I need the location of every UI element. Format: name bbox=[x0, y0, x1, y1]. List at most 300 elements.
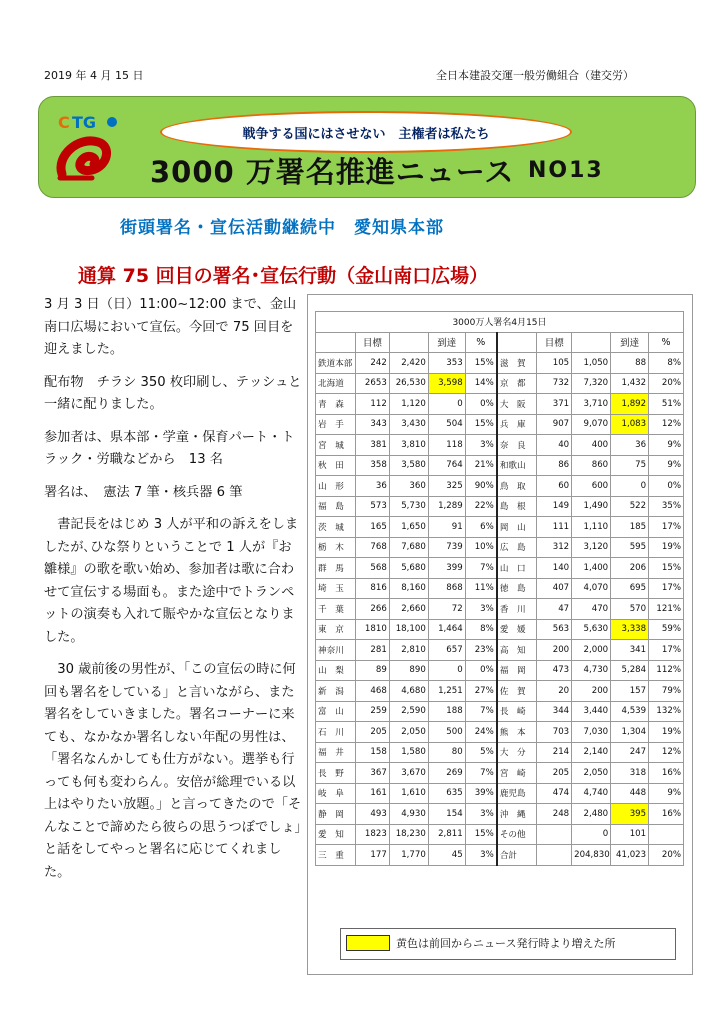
value-cell: 907 bbox=[537, 414, 572, 435]
prefecture-cell: 広 島 bbox=[497, 537, 537, 558]
legend-text: 黄色は前回からニュース発行時より増えた所 bbox=[396, 937, 616, 950]
value-cell: 468 bbox=[356, 681, 390, 702]
prefecture-cell: 栃 木 bbox=[316, 537, 356, 558]
value-cell: 493 bbox=[356, 804, 390, 825]
prefecture-cell: 山 口 bbox=[497, 558, 537, 579]
value-cell: 371 bbox=[537, 394, 572, 415]
prefecture-cell: 茨 城 bbox=[316, 517, 356, 538]
table-row bbox=[316, 373, 684, 394]
value-cell: 395 bbox=[611, 804, 649, 825]
value-cell: 1,110 bbox=[572, 517, 611, 538]
prefecture-cell: 山 形 bbox=[316, 476, 356, 497]
value-cell: 2,811 bbox=[428, 824, 465, 845]
value-cell: 3% bbox=[465, 435, 497, 456]
value-cell: 400 bbox=[572, 435, 611, 456]
value-cell: 0% bbox=[465, 394, 497, 415]
value-cell: 7,680 bbox=[389, 537, 428, 558]
value-cell: 0 bbox=[572, 824, 611, 845]
value-cell: 8% bbox=[649, 353, 684, 374]
value-cell: 1,083 bbox=[611, 414, 649, 435]
prefecture-cell: 滋 賀 bbox=[497, 353, 537, 374]
prefecture-cell: 兵 庫 bbox=[497, 414, 537, 435]
value-cell: 45 bbox=[428, 845, 465, 866]
prefecture-cell: 熊 本 bbox=[497, 722, 537, 743]
prefecture-cell: 新 潟 bbox=[316, 681, 356, 702]
value-cell: 281 bbox=[356, 640, 390, 661]
prefecture-cell: 大 分 bbox=[497, 742, 537, 763]
value-cell: 132% bbox=[649, 701, 684, 722]
value-cell: 563 bbox=[537, 619, 572, 640]
value-cell: 4,680 bbox=[389, 681, 428, 702]
value-cell: 1,289 bbox=[428, 496, 465, 517]
value-cell: 7,030 bbox=[572, 722, 611, 743]
value-cell: 4,070 bbox=[572, 578, 611, 599]
value-cell: 5,680 bbox=[389, 558, 428, 579]
article-paragraph: 3 月 3 日（日）11:00~12:00 まで、金山南口広場において宣伝。今回で 75 回目を迎えました。 bbox=[44, 297, 297, 357]
prefecture-cell: 長 野 bbox=[316, 763, 356, 784]
value-cell: 112% bbox=[649, 660, 684, 681]
table-row bbox=[316, 722, 684, 743]
value-cell: 1,464 bbox=[428, 619, 465, 640]
value-cell: 360 bbox=[389, 476, 428, 497]
value-cell: 1823 bbox=[356, 824, 390, 845]
table-row bbox=[316, 414, 684, 435]
value-cell: 27% bbox=[465, 681, 497, 702]
value-cell: 739 bbox=[428, 537, 465, 558]
value-cell: 19% bbox=[649, 537, 684, 558]
value-cell: 90% bbox=[465, 476, 497, 497]
value-cell: 8% bbox=[465, 619, 497, 640]
prefecture-cell: 群 馬 bbox=[316, 558, 356, 579]
value-cell: 7% bbox=[465, 701, 497, 722]
value-cell: 8,160 bbox=[389, 578, 428, 599]
prefecture-cell: 静 岡 bbox=[316, 804, 356, 825]
value-cell: 470 bbox=[572, 599, 611, 620]
signature-table bbox=[315, 311, 684, 866]
value-cell: 165 bbox=[356, 517, 390, 538]
value-cell: 600 bbox=[572, 476, 611, 497]
value-cell: 3% bbox=[465, 599, 497, 620]
value-cell: 2653 bbox=[356, 373, 390, 394]
value-cell: 26,530 bbox=[389, 373, 428, 394]
prefecture-cell: 東 京 bbox=[316, 619, 356, 640]
value-cell: 4,539 bbox=[611, 701, 649, 722]
article-paragraph: 書記長をはじめ 3 人が平和の訴えをしましたが､ひな祭りということで 1 人が『お雛様』の歌を歌い始め、参加者は歌に合わせて宣伝する場面も。また途中でトランペットの演奏も入れて賑やかな宣伝となりました。 bbox=[44, 517, 299, 645]
prefecture-cell: 岡 山 bbox=[497, 517, 537, 538]
table-row bbox=[316, 476, 684, 497]
value-cell: 7% bbox=[465, 763, 497, 784]
prefecture-cell: 高 知 bbox=[497, 640, 537, 661]
value-cell: 41,023 bbox=[611, 845, 649, 866]
value-cell: 40 bbox=[537, 435, 572, 456]
value-cell: 140 bbox=[537, 558, 572, 579]
prefecture-cell: 愛 知 bbox=[316, 824, 356, 845]
value-cell: 6% bbox=[465, 517, 497, 538]
value-cell: 17% bbox=[649, 517, 684, 538]
value-cell: 568 bbox=[356, 558, 390, 579]
value-cell: 0% bbox=[465, 660, 497, 681]
svg-text:TG: TG bbox=[72, 113, 97, 132]
prefecture-cell: 山 梨 bbox=[316, 660, 356, 681]
prefecture-cell: 北海道 bbox=[316, 373, 356, 394]
slogan: 戦争する国にはさせない 主権者は私たち bbox=[160, 111, 572, 153]
value-cell: 2,480 bbox=[572, 804, 611, 825]
prefecture-cell: 沖 縄 bbox=[497, 804, 537, 825]
value-cell: 177 bbox=[356, 845, 390, 866]
value-cell: 1,304 bbox=[611, 722, 649, 743]
value-cell: 24% bbox=[465, 722, 497, 743]
value-cell: 2,420 bbox=[389, 353, 428, 374]
value-cell: 4,740 bbox=[572, 783, 611, 804]
value-cell: 149 bbox=[537, 496, 572, 517]
value-cell: 15% bbox=[649, 558, 684, 579]
value-cell: 22% bbox=[465, 496, 497, 517]
value-cell: 381 bbox=[356, 435, 390, 456]
value-cell: 1,251 bbox=[428, 681, 465, 702]
value-cell: 4,930 bbox=[389, 804, 428, 825]
prefecture-cell: 千 葉 bbox=[316, 599, 356, 620]
prefecture-cell: 青 森 bbox=[316, 394, 356, 415]
value-cell: 1,580 bbox=[389, 742, 428, 763]
value-cell: 890 bbox=[389, 660, 428, 681]
value-cell: 118 bbox=[428, 435, 465, 456]
prefecture-cell: その他 bbox=[497, 824, 537, 845]
value-cell: 80 bbox=[428, 742, 465, 763]
issue-number: NO13 bbox=[528, 158, 604, 183]
value-cell: 111 bbox=[537, 517, 572, 538]
article-paragraph: 参加者は、県本部・学童・保育パート・トラック・労職などから 13 名 bbox=[44, 429, 295, 467]
value-cell: 500 bbox=[428, 722, 465, 743]
prefecture-cell: 鉄道本部 bbox=[316, 353, 356, 374]
news-title: 3000 万署名推進ニュース bbox=[150, 155, 515, 189]
value-cell: 367 bbox=[356, 763, 390, 784]
value-cell: 570 bbox=[611, 599, 649, 620]
value-cell: 5% bbox=[465, 742, 497, 763]
value-cell: 3,440 bbox=[572, 701, 611, 722]
value-cell: 312 bbox=[537, 537, 572, 558]
prefecture-cell: 愛 媛 bbox=[497, 619, 537, 640]
prefecture-cell: 福 井 bbox=[316, 742, 356, 763]
value-cell: 522 bbox=[611, 496, 649, 517]
value-cell: 2,810 bbox=[389, 640, 428, 661]
table-row bbox=[316, 845, 684, 866]
value-cell: 2,050 bbox=[572, 763, 611, 784]
prefecture-cell: 福 島 bbox=[316, 496, 356, 517]
value-cell: 9% bbox=[649, 435, 684, 456]
value-cell: 214 bbox=[537, 742, 572, 763]
value-cell: 11% bbox=[465, 578, 497, 599]
value-cell: 868 bbox=[428, 578, 465, 599]
value-cell: 185 bbox=[611, 517, 649, 538]
value-cell: 205 bbox=[356, 722, 390, 743]
value-cell: 474 bbox=[537, 783, 572, 804]
value-cell: 5,730 bbox=[389, 496, 428, 517]
table-header-row bbox=[316, 332, 684, 353]
prefecture-cell: 宮 城 bbox=[316, 435, 356, 456]
prefecture-cell: 石 川 bbox=[316, 722, 356, 743]
value-cell: 20 bbox=[537, 681, 572, 702]
value-cell: 21% bbox=[465, 455, 497, 476]
subheading: 街頭署名・宣伝活動継続中 愛知県本部 bbox=[120, 218, 444, 238]
value-cell: 72 bbox=[428, 599, 465, 620]
prefecture-cell: 神奈川 bbox=[316, 640, 356, 661]
date: 2019 年 4 月 15 日 bbox=[44, 69, 144, 82]
value-cell: 12% bbox=[649, 414, 684, 435]
prefecture-cell: 福 岡 bbox=[497, 660, 537, 681]
column-header: 到達 bbox=[428, 332, 465, 353]
table-row bbox=[316, 763, 684, 784]
ctg-logo bbox=[52, 106, 124, 184]
value-cell: 259 bbox=[356, 701, 390, 722]
value-cell: 200 bbox=[537, 640, 572, 661]
value-cell: 1,892 bbox=[611, 394, 649, 415]
prefecture-cell: 合計 bbox=[497, 845, 537, 866]
prefecture-cell: 三 重 bbox=[316, 845, 356, 866]
value-cell: 3% bbox=[465, 804, 497, 825]
value-cell: 75 bbox=[611, 455, 649, 476]
value-cell: 205 bbox=[537, 763, 572, 784]
article-paragraph: 配布物 チラシ 350 枚印刷し、テッシュと一緒に配りました。 bbox=[44, 374, 302, 412]
value-cell: 816 bbox=[356, 578, 390, 599]
prefecture-cell: 島 根 bbox=[497, 496, 537, 517]
value-cell: 7% bbox=[465, 558, 497, 579]
value-cell: 318 bbox=[611, 763, 649, 784]
value-cell: 9% bbox=[649, 455, 684, 476]
table-title-row bbox=[316, 312, 684, 333]
value-cell: 35% bbox=[649, 496, 684, 517]
value-cell: 4,730 bbox=[572, 660, 611, 681]
value-cell: 703 bbox=[537, 722, 572, 743]
value-cell bbox=[537, 845, 572, 866]
column-header: % bbox=[465, 332, 497, 353]
value-cell: 2,660 bbox=[389, 599, 428, 620]
table-row bbox=[316, 496, 684, 517]
table-row bbox=[316, 537, 684, 558]
value-cell: 266 bbox=[356, 599, 390, 620]
value-cell: 473 bbox=[537, 660, 572, 681]
value-cell: 732 bbox=[537, 373, 572, 394]
article-paragraph: 30 歳前後の男性が、「この宣伝の時に何回も署名をしている」と言いながら、また署名をしていきました。署名コーナーに来ても、なかなか署名しない年配の男性は、「署名なんかしても仕方がない。選挙も行っても何も変わらん。安倍が総理でいる以上はやりたい放題。」と言ってきたので「そんなことで諦めたら彼らの思うつぼでしょ」と話をしてやっと署名に応じてくれました。 bbox=[44, 662, 302, 880]
value-cell: 1,120 bbox=[389, 394, 428, 415]
value-cell: 47 bbox=[537, 599, 572, 620]
value-cell: 1,490 bbox=[572, 496, 611, 517]
prefecture-cell: 岐 阜 bbox=[316, 783, 356, 804]
value-cell: 1,610 bbox=[389, 783, 428, 804]
column-header bbox=[316, 332, 356, 353]
table-row bbox=[316, 783, 684, 804]
value-cell: 14% bbox=[465, 373, 497, 394]
value-cell: 573 bbox=[356, 496, 390, 517]
value-cell: 188 bbox=[428, 701, 465, 722]
value-cell: 15% bbox=[465, 353, 497, 374]
value-cell: 204,830 bbox=[572, 845, 611, 866]
value-cell: 325 bbox=[428, 476, 465, 497]
prefecture-cell: 秋 田 bbox=[316, 455, 356, 476]
value-cell: 3,120 bbox=[572, 537, 611, 558]
table-row bbox=[316, 640, 684, 661]
value-cell: 20% bbox=[649, 845, 684, 866]
value-cell: 19% bbox=[649, 722, 684, 743]
value-cell: 343 bbox=[356, 414, 390, 435]
value-cell: 16% bbox=[649, 763, 684, 784]
value-cell: 635 bbox=[428, 783, 465, 804]
value-cell: 247 bbox=[611, 742, 649, 763]
value-cell: 448 bbox=[611, 783, 649, 804]
prefecture-cell: 岩 手 bbox=[316, 414, 356, 435]
table-row bbox=[316, 660, 684, 681]
value-cell: 12% bbox=[649, 742, 684, 763]
table-title: 3000万人署名4月15日 bbox=[316, 312, 684, 333]
value-cell: 39% bbox=[465, 783, 497, 804]
value-cell: 2,050 bbox=[389, 722, 428, 743]
value-cell: 15% bbox=[465, 414, 497, 435]
value-cell: 764 bbox=[428, 455, 465, 476]
value-cell: 1,650 bbox=[389, 517, 428, 538]
value-cell: 595 bbox=[611, 537, 649, 558]
prefecture-cell: 大 阪 bbox=[497, 394, 537, 415]
value-cell: 36 bbox=[356, 476, 390, 497]
value-cell: 3,430 bbox=[389, 414, 428, 435]
value-cell: 341 bbox=[611, 640, 649, 661]
svg-text:C: C bbox=[58, 113, 70, 132]
value-cell: 3,598 bbox=[428, 373, 465, 394]
prefecture-cell: 富 山 bbox=[316, 701, 356, 722]
value-cell: 2,590 bbox=[389, 701, 428, 722]
prefecture-cell: 長 崎 bbox=[497, 701, 537, 722]
value-cell: 36 bbox=[611, 435, 649, 456]
column-header bbox=[497, 332, 537, 353]
value-cell: 18,230 bbox=[389, 824, 428, 845]
table-row bbox=[316, 599, 684, 620]
article-headline: 通算 75 回目の署名･宣伝行動（金山南口広場） bbox=[78, 265, 489, 287]
value-cell: 89 bbox=[356, 660, 390, 681]
value-cell: 3,338 bbox=[611, 619, 649, 640]
value-cell: 86 bbox=[537, 455, 572, 476]
column-header bbox=[389, 332, 428, 353]
prefecture-cell: 奈 良 bbox=[497, 435, 537, 456]
organization-name: 全日本建設交運一般労働組合（建交労） bbox=[436, 69, 634, 82]
value-cell: 695 bbox=[611, 578, 649, 599]
table-row bbox=[316, 394, 684, 415]
table-row bbox=[316, 455, 684, 476]
prefecture-cell: 香 川 bbox=[497, 599, 537, 620]
value-cell: 88 bbox=[611, 353, 649, 374]
column-header: 到達 bbox=[611, 332, 649, 353]
table-row bbox=[316, 435, 684, 456]
value-cell: 105 bbox=[537, 353, 572, 374]
value-cell: 353 bbox=[428, 353, 465, 374]
prefecture-cell: 鳥 取 bbox=[497, 476, 537, 497]
value-cell: 51% bbox=[649, 394, 684, 415]
value-cell: 15% bbox=[465, 824, 497, 845]
value-cell: 161 bbox=[356, 783, 390, 804]
table-row bbox=[316, 558, 684, 579]
table-row bbox=[316, 804, 684, 825]
value-cell: 16% bbox=[649, 804, 684, 825]
table-row bbox=[316, 619, 684, 640]
value-cell: 91 bbox=[428, 517, 465, 538]
table-row bbox=[316, 742, 684, 763]
value-cell: 248 bbox=[537, 804, 572, 825]
value-cell: 17% bbox=[649, 640, 684, 661]
value-cell: 7,320 bbox=[572, 373, 611, 394]
value-cell: 3,670 bbox=[389, 763, 428, 784]
value-cell: 101 bbox=[611, 824, 649, 845]
value-cell: 112 bbox=[356, 394, 390, 415]
column-header: 目標 bbox=[356, 332, 390, 353]
value-cell: 768 bbox=[356, 537, 390, 558]
value-cell: 10% bbox=[465, 537, 497, 558]
value-cell: 269 bbox=[428, 763, 465, 784]
value-cell: 1,400 bbox=[572, 558, 611, 579]
value-cell: 0% bbox=[649, 476, 684, 497]
value-cell: 17% bbox=[649, 578, 684, 599]
value-cell: 60 bbox=[537, 476, 572, 497]
value-cell: 3,580 bbox=[389, 455, 428, 476]
value-cell: 2,000 bbox=[572, 640, 611, 661]
article-body bbox=[44, 294, 304, 894]
table-row bbox=[316, 578, 684, 599]
value-cell: 1,432 bbox=[611, 373, 649, 394]
value-cell: 3% bbox=[465, 845, 497, 866]
value-cell: 0 bbox=[611, 476, 649, 497]
table-row bbox=[316, 701, 684, 722]
value-cell: 157 bbox=[611, 681, 649, 702]
column-header: % bbox=[649, 332, 684, 353]
value-cell: 121% bbox=[649, 599, 684, 620]
value-cell: 9% bbox=[649, 783, 684, 804]
value-cell: 20% bbox=[649, 373, 684, 394]
article-paragraph: 署名は、 憲法 7 筆・核兵器 6 筆 bbox=[44, 484, 243, 500]
value-cell: 206 bbox=[611, 558, 649, 579]
value-cell: 200 bbox=[572, 681, 611, 702]
value-cell: 1,770 bbox=[389, 845, 428, 866]
value-cell: 399 bbox=[428, 558, 465, 579]
prefecture-cell: 徳 島 bbox=[497, 578, 537, 599]
value-cell: 5,630 bbox=[572, 619, 611, 640]
column-header bbox=[572, 332, 611, 353]
value-cell bbox=[537, 824, 572, 845]
value-cell: 5,284 bbox=[611, 660, 649, 681]
value-cell: 18,100 bbox=[389, 619, 428, 640]
value-cell: 158 bbox=[356, 742, 390, 763]
value-cell: 358 bbox=[356, 455, 390, 476]
prefecture-cell: 佐 賀 bbox=[497, 681, 537, 702]
value-cell: 0 bbox=[428, 660, 465, 681]
value-cell: 79% bbox=[649, 681, 684, 702]
value-cell: 1,050 bbox=[572, 353, 611, 374]
value-cell: 9,070 bbox=[572, 414, 611, 435]
table-row bbox=[316, 824, 684, 845]
value-cell: 504 bbox=[428, 414, 465, 435]
value-cell: 23% bbox=[465, 640, 497, 661]
value-cell: 3,710 bbox=[572, 394, 611, 415]
prefecture-cell: 和歌山 bbox=[497, 455, 537, 476]
prefecture-cell: 宮 崎 bbox=[497, 763, 537, 784]
value-cell: 154 bbox=[428, 804, 465, 825]
value-cell: 3,810 bbox=[389, 435, 428, 456]
prefecture-cell: 鹿児島 bbox=[497, 783, 537, 804]
value-cell: 59% bbox=[649, 619, 684, 640]
value-cell: 0 bbox=[428, 394, 465, 415]
table-row bbox=[316, 517, 684, 538]
prefecture-cell: 埼 玉 bbox=[316, 578, 356, 599]
value-cell: 242 bbox=[356, 353, 390, 374]
value-cell: 407 bbox=[537, 578, 572, 599]
value-cell: 860 bbox=[572, 455, 611, 476]
table-row bbox=[316, 353, 684, 374]
value-cell: 1810 bbox=[356, 619, 390, 640]
